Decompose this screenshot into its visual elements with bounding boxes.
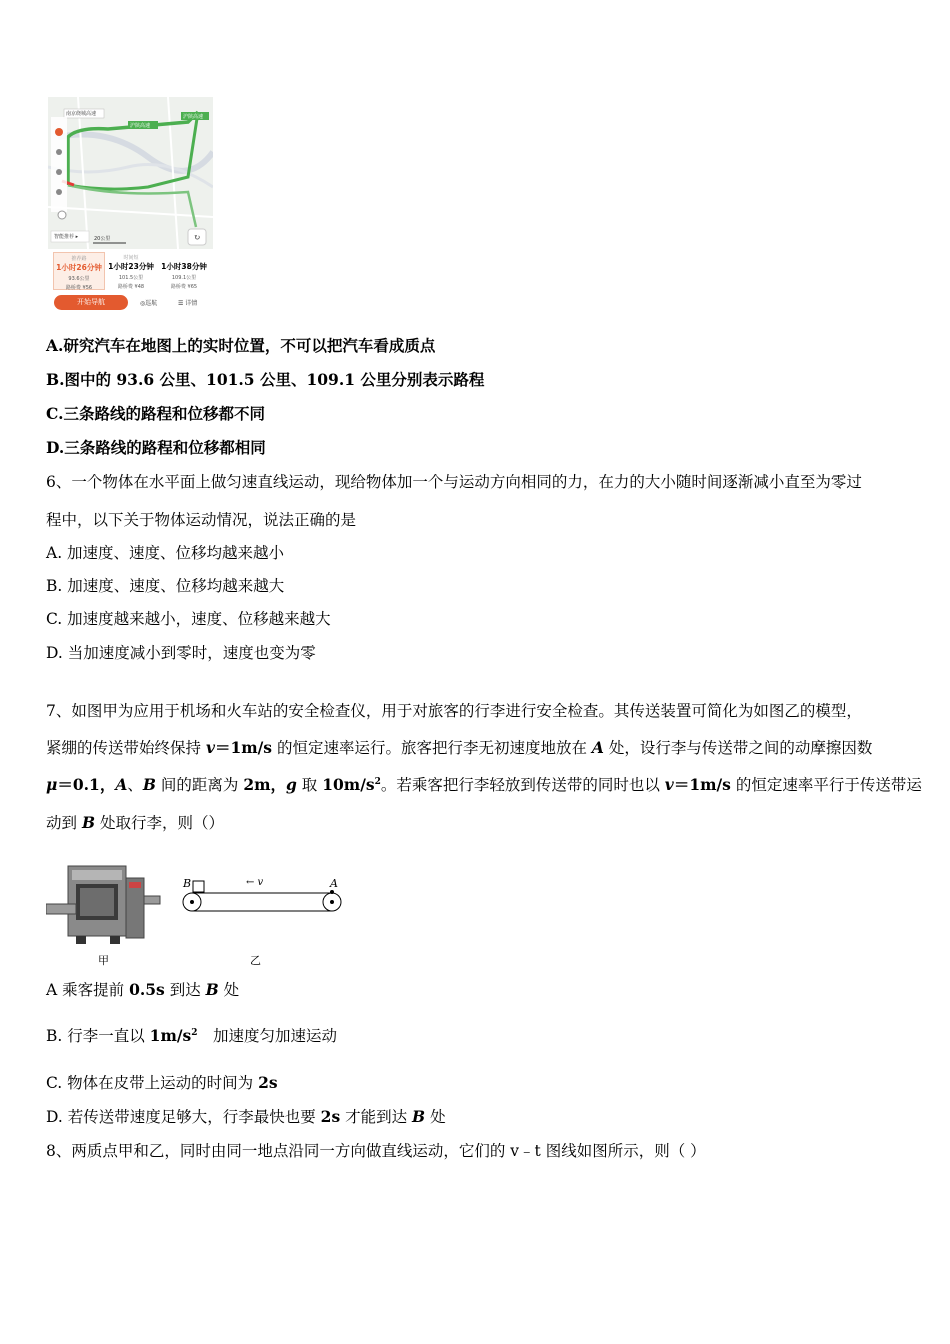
map-figure (48, 97, 213, 315)
text-run: 处 (218, 981, 240, 999)
text-run: A 乘客提前 (46, 981, 130, 999)
svg-text:↻: ↻ (193, 233, 201, 242)
route-fee: 路桥费 ¥48 (117, 284, 145, 290)
q6-option-a: A. 加速度、速度、位移均越来越小 (46, 544, 285, 562)
text-run: 10m/s (322, 775, 375, 794)
q6-stem-line1: 6、一个物体在水平面上做匀速直线运动，现给物体加一个与运动方向相同的力，在力的大小随时间逐渐减小直至为零过 (46, 473, 862, 491)
q6-option-b: B. 加速度、速度、位移均越来越大 (46, 577, 285, 595)
figure-label-jia: 甲 (98, 954, 109, 967)
symbol-v: v (205, 738, 215, 757)
text-run: 1m/s (149, 1026, 192, 1045)
superscript: 2 (374, 777, 381, 787)
text-run: 、 (127, 776, 143, 794)
smart-recommend-label[interactable]: 智能推荐 ▸ (54, 234, 79, 240)
text-run: 0.5s (129, 980, 165, 999)
route-card-2[interactable] (106, 252, 156, 288)
scanner-figure (46, 860, 346, 970)
symbol-g: g (286, 775, 297, 794)
start-navigation-button[interactable]: 开始导航 (54, 295, 128, 310)
symbol-B: B (412, 1107, 426, 1126)
route-card-3[interactable] (159, 252, 209, 288)
symbol-v: v (664, 775, 674, 794)
route-time: 1小时23分钟 (108, 262, 154, 271)
text-run: 才能到达 (340, 1108, 413, 1126)
symbol-B: B (205, 980, 219, 999)
figure-label-yi: 乙 (250, 954, 261, 967)
route-distance: 109.1公里 (171, 275, 197, 281)
q7-stem-line1: 7、如图甲为应用于机场和火车站的安全检查仪，用于对旅客的行李进行安全检查。其传送装置可简化为如图乙的模型， (46, 702, 862, 720)
q7-option-c (46, 1073, 278, 1093)
q7-stem-line3 (46, 775, 922, 795)
conveyor-label-B: B (183, 877, 192, 890)
symbol-A: A (591, 738, 604, 757)
route-card-1[interactable] (53, 252, 105, 290)
scale-label: 20公里 (94, 236, 111, 242)
route-fee: 路桥费 ¥65 (170, 284, 198, 290)
q6-option-d: D. 当加速度减小到零时，速度也变为零 (46, 644, 316, 662)
scanner-illustration (46, 860, 346, 970)
text-run: ＝1m/s (214, 738, 273, 757)
q5-option-c: C.三条路线的路程和位移都不同 (46, 404, 265, 423)
superscript: 2 (191, 1028, 198, 1038)
details-button[interactable]: ☰ 详情 (178, 300, 198, 307)
q5-option-b: B.图中的 93.6 公里、101.5 公里、109.1 公里分别表示路程 (46, 370, 485, 389)
map-area (48, 97, 213, 249)
highway-label-3: 沪陕高速 (183, 114, 204, 120)
text-run: 2m， (243, 775, 287, 794)
text-run: 处 (425, 1108, 446, 1126)
text-run: ＝0.1， (57, 775, 116, 794)
route-time: 1小时26分钟 (56, 263, 102, 272)
text-run: C. 物体在皮带上运动的时间为 (46, 1074, 259, 1092)
text-run: 动到 (46, 814, 82, 832)
route-tag: 推荐路 (71, 256, 87, 262)
conveyor-velocity-label: ← v (246, 877, 264, 888)
route-distance: 93.6公里 (68, 276, 90, 282)
text-run: 的恒定速率运行。旅客把行李无初速度地放在 (272, 739, 592, 757)
text-run: 处取行李，则（） (95, 814, 224, 832)
cruise-button[interactable]: ◎巡航 (140, 300, 158, 307)
q5-option-a: A.研究汽车在地图上的实时位置，不可以把汽车看成质点 (46, 336, 436, 355)
highway-label-1: 南京绕城高速 (66, 111, 97, 117)
q8-stem: 8、两质点甲和乙，同时由同一地点沿同一方向做直线运动，它们的 v﹣t 图线如图所示，则（ ） (46, 1142, 706, 1160)
text-run: 。若乘客把行李轻放到传送带的同时也以 (380, 776, 665, 794)
text-run: 到达 (164, 981, 206, 999)
q7-stem-line4 (46, 813, 224, 833)
text-run: 加速度匀加速运动 (197, 1027, 338, 1045)
text-run: ＝1m/s (673, 775, 731, 794)
route-fee: 路桥费 ¥56 (65, 285, 93, 291)
text-run: 取 (296, 776, 323, 794)
highway-label-2: 沪陕高速 (130, 123, 151, 129)
symbol-mu: μ (46, 775, 58, 794)
symbol-A: A (115, 775, 128, 794)
route-tag: 时间短 (123, 255, 139, 261)
text-run: 间的距离为 (155, 776, 244, 794)
text-run: 2s (320, 1107, 341, 1126)
q7-stem-line2 (46, 738, 872, 758)
text-run: 处，设行李与传送带之间的动摩擦因数 (603, 739, 873, 757)
symbol-B: B (81, 813, 96, 832)
text-run: 紧绷的传送带始终保持 (46, 739, 206, 757)
route-time: 1小时38分钟 (161, 262, 207, 271)
q7-option-a (46, 980, 239, 1000)
conveyor-label-A: A (330, 877, 338, 890)
text-run: 2s (258, 1073, 278, 1092)
text-run: 的恒定速率平行于传送带运 (730, 776, 922, 794)
q7-option-d (46, 1107, 446, 1127)
q6-stem-line2: 程中，以下关于物体运动情况，说法正确的是 (46, 511, 357, 529)
text-run: B. 行李一直以 (46, 1027, 150, 1045)
symbol-B: B (142, 775, 156, 794)
text-run: D. 若传送带速度足够大，行李最快也要 (46, 1108, 321, 1126)
q6-option-c: C. 加速度越来越小，速度、位移越来越大 (46, 610, 331, 628)
q5-option-d: D.三条路线的路程和位移都相同 (46, 438, 266, 457)
q7-option-b (46, 1026, 337, 1046)
route-distance: 101.5公里 (118, 275, 144, 281)
